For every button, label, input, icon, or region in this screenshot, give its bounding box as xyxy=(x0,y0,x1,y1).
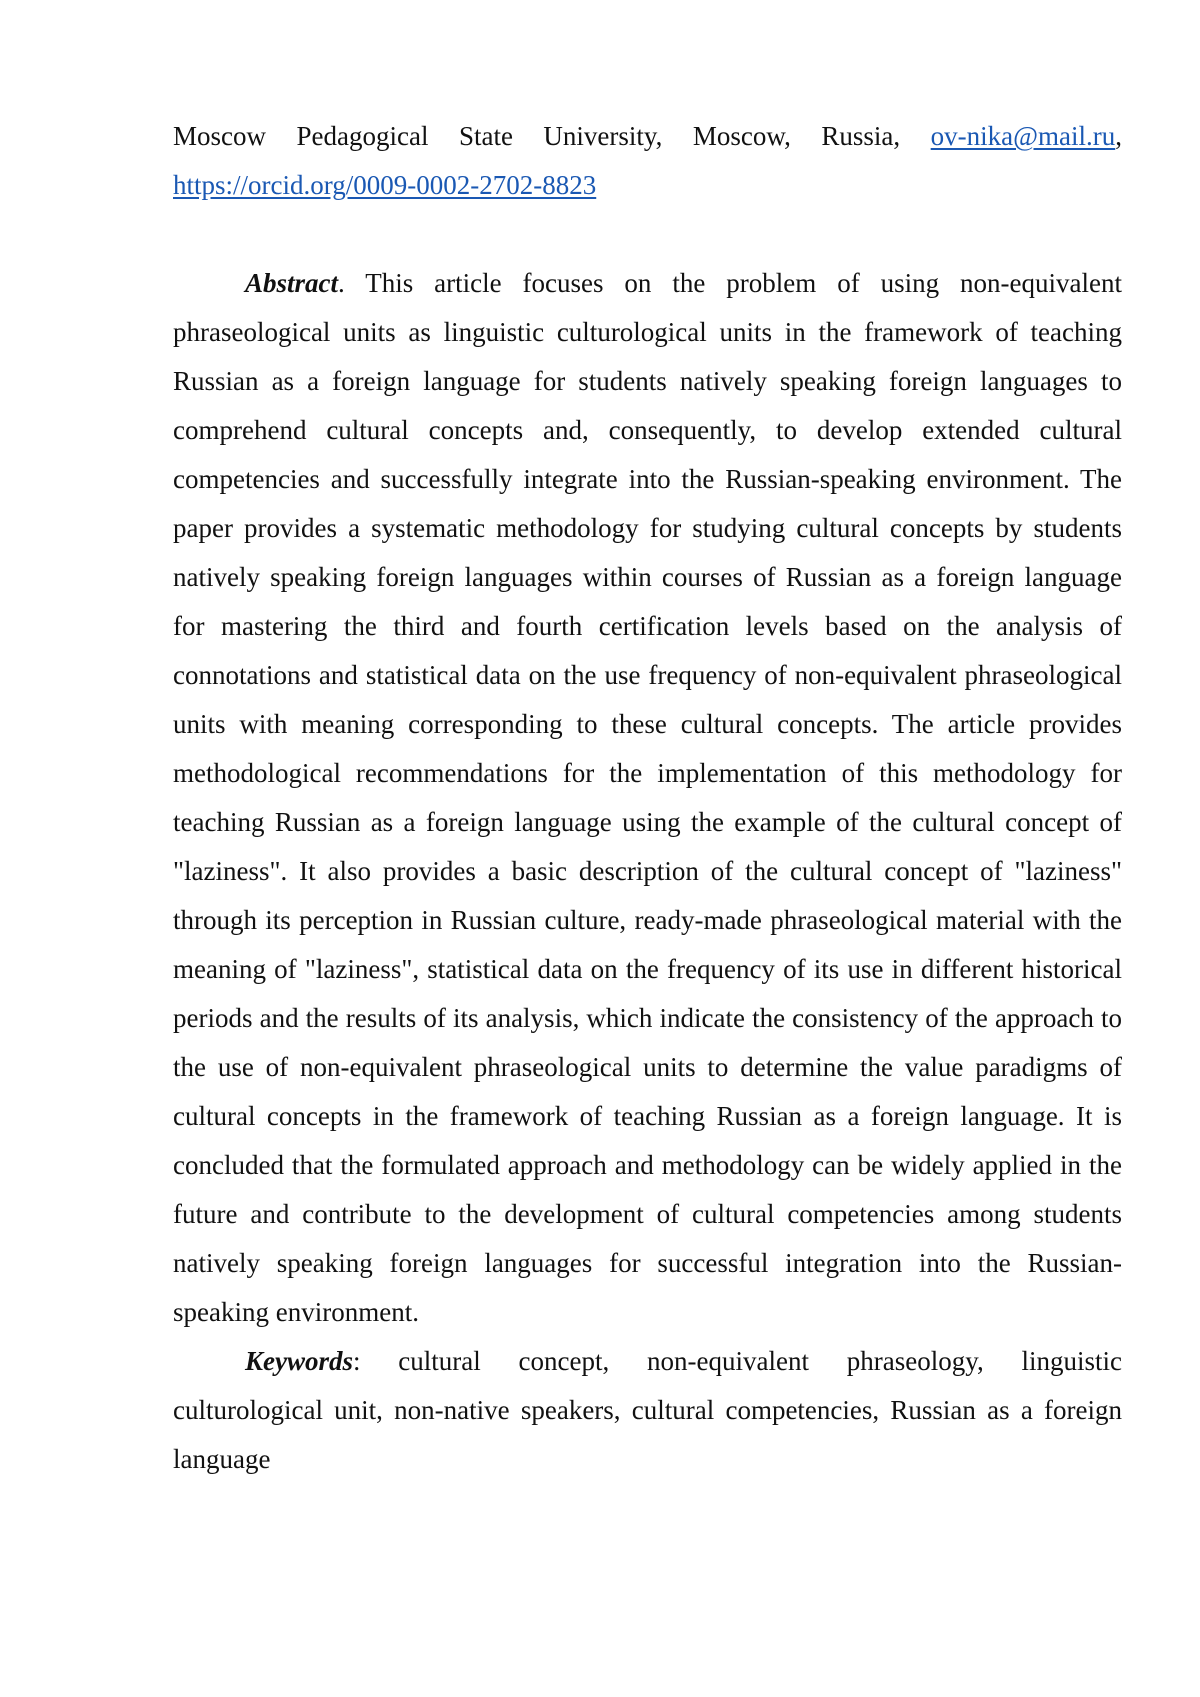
keywords-label: Keywords xyxy=(245,1346,353,1376)
abstract-paragraph xyxy=(173,259,1122,1337)
abstract-label: Abstract xyxy=(245,268,338,298)
keywords-label-punct: : xyxy=(353,1346,361,1376)
orcid-link[interactable]: https://orcid.org/0009-0002-2702-8823 xyxy=(173,170,596,200)
email-separator: , xyxy=(1115,121,1122,151)
keywords-text: cultural concept, non-equivalent phraseology, linguistic culturological unit, non-native speakers, cultural competencies, Russian as a foreign language xyxy=(173,1346,1122,1474)
abstract-text: This article focuses on the problem of using non-equivalent phraseological units as linguistic culturological units in the framework of teaching Russian as a foreign language for students natively speaking foreign languages to comprehend cultural concepts and, consequently, to develop extended cultural competencies and successfully integrate into the Russian-speaking environment. The paper provides a systematic methodology for studying cultural concepts by students natively speaking foreign languages within courses of Russian as a foreign language for mastering the third and fourth certification levels based on the analysis of connotations and statistical data on the use frequency of non-equivalent phraseological units with meaning corresponding to these cultural concepts. The article provides methodological recommendations for the implementation of this methodology for teaching Russian as a foreign language using the example of the cultural concept of "laziness". It also provides a basic description of the cultural concept of "laziness" through its perception in Russian culture, ready-made phraseological material with the meaning of "laziness", statistical data on the frequency of its use in different historical periods and the results of its analysis, which indicate the consistency of the approach to the use of non-equivalent phraseological units to determine the value paradigms of cultural concepts in the framework of teaching Russian as a foreign language. It is concluded that the formulated approach and methodology can be widely applied in the future and contribute to the development of cultural competencies among students natively speaking foreign languages for successful integration into the Russian-speaking environment. xyxy=(173,268,1122,1327)
author-email-link[interactable]: ov-nika@mail.ru xyxy=(931,121,1116,151)
keywords-paragraph xyxy=(173,1337,1122,1484)
author-affiliation xyxy=(173,112,1122,210)
affiliation-text: Moscow Pedagogical State University, Moscow, Russia, xyxy=(173,121,900,151)
abstract-label-punct: . xyxy=(338,268,345,298)
page-content xyxy=(173,112,1122,1484)
document-page xyxy=(0,0,1200,1697)
